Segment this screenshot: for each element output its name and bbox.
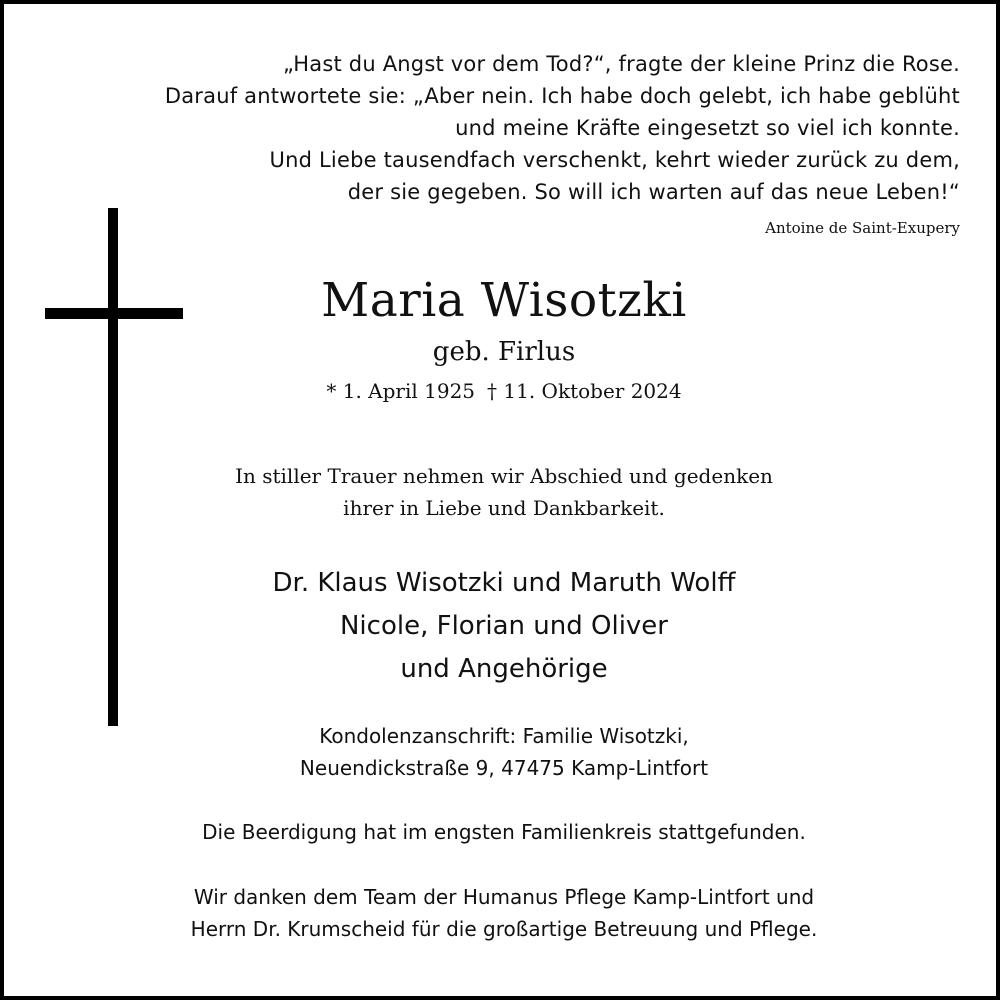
address-line: Neuendickstraße 9, 47475 Kamp-Lintfort xyxy=(299,756,709,780)
condolence-address xyxy=(4,720,1000,784)
quote-line: Und Liebe tausendfach verschenkt, kehrt wieder zurück zu dem, xyxy=(269,148,960,172)
quote-block xyxy=(30,48,960,208)
quote-line: und meine Kräfte eingesetzt so viel ich konnte. xyxy=(455,116,960,140)
family-line: Nicole, Florian und Oliver xyxy=(339,611,668,641)
thanks-line: Herrn Dr. Krumscheid für die großartige Betreuung und Pflege. xyxy=(190,917,818,941)
address-line: Kondolenzanschrift: Familie Wisotzki, xyxy=(319,724,689,748)
family-line: Dr. Klaus Wisotzki und Maruth Wolff xyxy=(272,568,736,598)
thanks-line: Wir danken dem Team der Humanus Pflege Kamp-Lintfort und xyxy=(193,885,815,909)
deceased-name: Maria Wisotzki xyxy=(321,273,687,328)
family-line: und Angehörige xyxy=(400,654,608,684)
maiden-name: geb. Firlus xyxy=(432,337,576,367)
death-date: † 11. Oktober 2024 xyxy=(487,379,682,403)
life-dates xyxy=(4,376,1000,406)
quote-line: der sie gegeben. So will ich warten auf das neue Leben!“ xyxy=(347,180,960,204)
mourning-line: ihrer in Liebe und Dankbarkeit. xyxy=(343,496,665,520)
birth-date: * 1. April 1925 xyxy=(326,379,476,403)
mourning-line: In stiller Trauer nehmen wir Abschied und gedenken xyxy=(235,464,773,488)
family-names xyxy=(4,562,1000,691)
thanks-text xyxy=(4,881,1000,945)
mourning-text xyxy=(4,460,1000,524)
funeral-note: Die Beerdigung hat im engsten Familienkreis stattgefunden. xyxy=(202,820,806,844)
quote-line: „Hast du Angst vor dem Tod?“, fragte der kleine Prinz die Rose. xyxy=(282,52,960,76)
quote-line: Darauf antwortete sie: „Aber nein. Ich habe doch gelebt, ich habe geblüht xyxy=(164,84,960,108)
quote-author: Antoine de Saint-Exupery xyxy=(765,219,960,237)
